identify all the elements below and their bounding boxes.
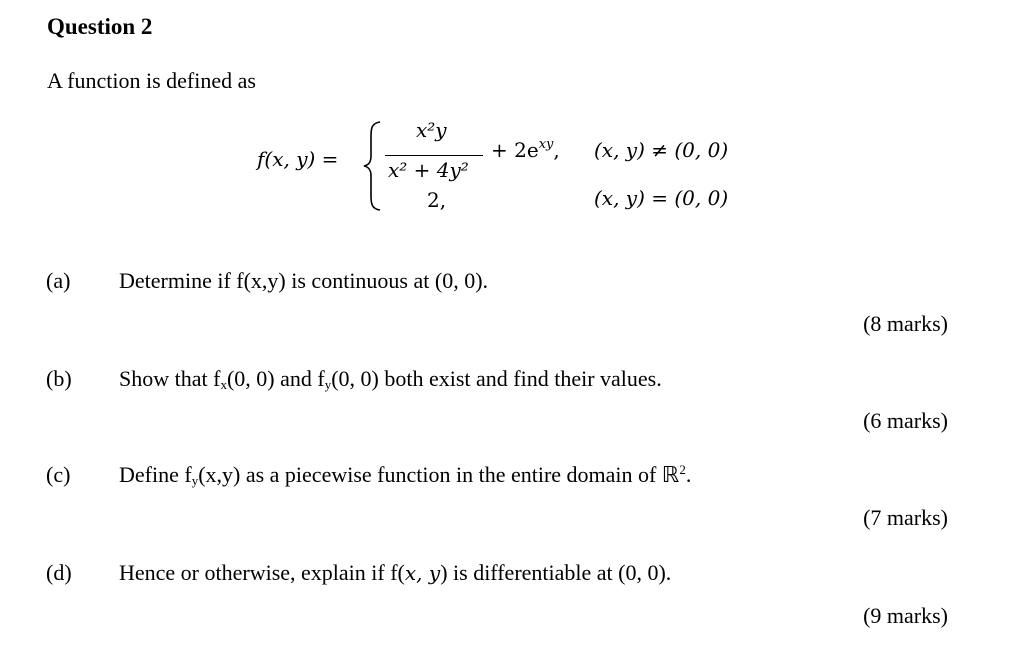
part-b-text-pre: Show that f — [119, 366, 221, 391]
formula-condition-nonzero: (x, y) ≠ (0, 0) — [594, 138, 729, 162]
part-c-text-post: . — [685, 462, 692, 487]
question-title: Question 2 — [47, 14, 153, 39]
fraction-bar — [385, 155, 483, 156]
part-b-sub-y: y — [324, 377, 332, 392]
formula-condition-origin: (x, y) = (0, 0) — [594, 186, 729, 210]
part-c-sub-y: y — [191, 473, 199, 488]
question-intro: A function is defined as — [47, 68, 256, 93]
formula-lhs: f(x, y) = — [257, 147, 339, 171]
formula-denominator: x² + 4y² — [388, 158, 469, 182]
part-c-label: (c) — [46, 462, 71, 487]
part-a-label: (a) — [46, 268, 71, 293]
formula-term-exponent: xy — [538, 137, 554, 152]
part-a-marks: (8 marks) — [863, 311, 948, 336]
part-c-domain-exponent: 2 — [679, 462, 686, 477]
part-b-label: (b) — [46, 366, 72, 391]
formula-exponential-term — [491, 138, 560, 162]
part-b-marks: (6 marks) — [863, 408, 948, 433]
formula-value-origin: 2, — [427, 188, 447, 212]
part-b-text-mid: (0, 0) and f — [226, 366, 325, 391]
part-c-text-mid: (x,y) as a piecewise function in the entire domain of — [198, 462, 662, 487]
part-b-text — [119, 366, 662, 393]
part-c-text — [119, 462, 691, 489]
part-d-text — [119, 560, 671, 586]
part-d-text-pre: Hence or otherwise, explain if f( — [119, 560, 405, 585]
left-brace-icon — [362, 120, 384, 212]
part-a-text: Determine if f(x,y) is continuous at (0, 0). — [119, 268, 489, 293]
part-d-math: x, y — [404, 561, 441, 585]
piecewise-formula — [0, 0, 1021, 240]
real-numbers-symbol: ℝ — [661, 463, 680, 488]
part-d-label: (d) — [46, 560, 72, 585]
part-c-marks: (7 marks) — [863, 505, 948, 530]
formula-comma: , — [553, 138, 560, 162]
part-b-text-post: (0, 0) both exist and find their values. — [331, 366, 662, 391]
part-d-marks: (9 marks) — [863, 603, 948, 628]
part-d-text-post: ) is differentiable at (0, 0). — [440, 560, 672, 585]
part-c-text-pre: Define f — [119, 462, 192, 487]
part-b-sub-x: x — [220, 377, 227, 392]
formula-numerator: x²y — [416, 118, 447, 142]
formula-term-base: + 2e — [491, 138, 539, 162]
